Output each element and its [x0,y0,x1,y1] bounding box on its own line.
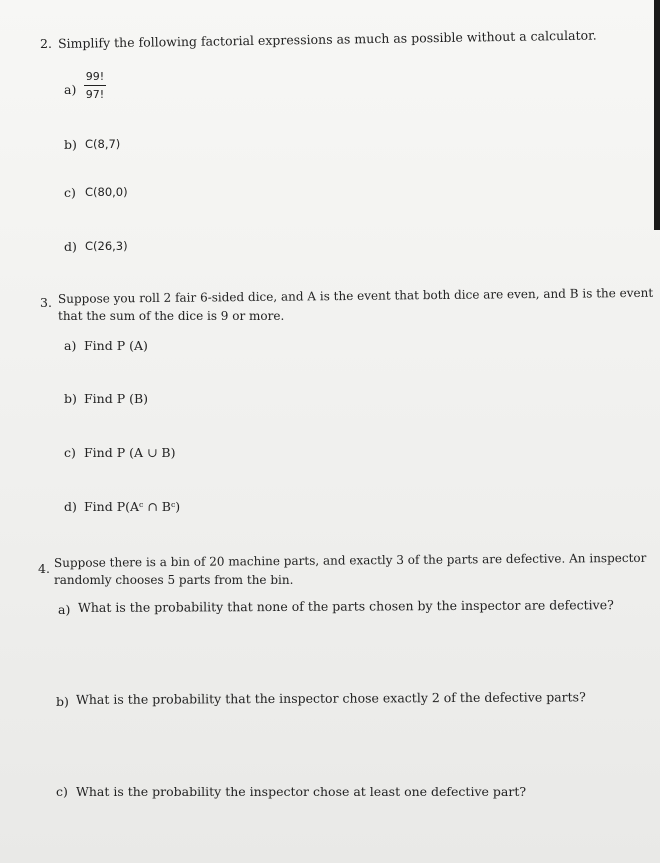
q3-b-text: Find P (B) [84,391,149,406]
q4-prompt-line2: randomly chooses 5 parts from the bin. [54,573,294,587]
q4-prompt-line1: Suppose there is a bin of 20 machine parts, and exactly 3 of the parts are defective. An inspector [53,550,647,570]
q2-d-text: C(26,3) [85,239,128,253]
q4-b-text: What is the probability that the inspector chose exactly 2 of the defective parts? [75,689,586,707]
q3-c-label: c) [64,445,76,460]
q2-a-numerator: 99! [85,70,105,83]
q2-b-label: b) [64,137,77,152]
q3-d-text: Find P(Aᶜ ∩ Bᶜ) [84,499,181,514]
q2-c-text: C(80,0) [85,185,128,199]
page-edge-shadow [654,0,660,230]
q3-prompt-line2: that the sum of the dice is 9 or more. [58,309,285,323]
q2-c-label: c) [64,185,76,200]
q4-a-label: a) [58,602,71,617]
q3-a-label: a) [64,338,77,353]
q3-b-label: b) [64,391,77,406]
q4-c-label: c) [56,784,68,799]
q4-b-label: b) [56,694,69,709]
q2-b-text: C(8,7) [85,137,121,151]
q3-c-text: Find P (A ∪ B) [84,445,176,460]
q3-prompt-line1: Suppose you roll 2 fair 6-sided dice, and A is the event that both dice are even, and B is the event [57,285,654,306]
q4-a-text: What is the probability that none of the parts chosen by the inspector are defective? [77,597,614,615]
q3-a-text: Find P (A) [84,338,148,353]
q3-number: 3. [40,295,52,310]
q2-prompt: Simplify the following factorial expressions as much as possible without a calculator. [57,27,597,51]
q2-a-label: a) [64,82,77,97]
q2-a-denominator: 97! [85,88,105,101]
fraction-bar [84,85,106,86]
q4-number: 4. [38,561,50,576]
q3-d-label: d) [64,499,77,514]
q2-d-label: d) [64,239,77,254]
q4-c-text: What is the probability the inspector chose at least one defective part? [76,784,527,799]
q2-number: 2. [40,36,52,51]
q2-a-fraction [84,70,106,101]
